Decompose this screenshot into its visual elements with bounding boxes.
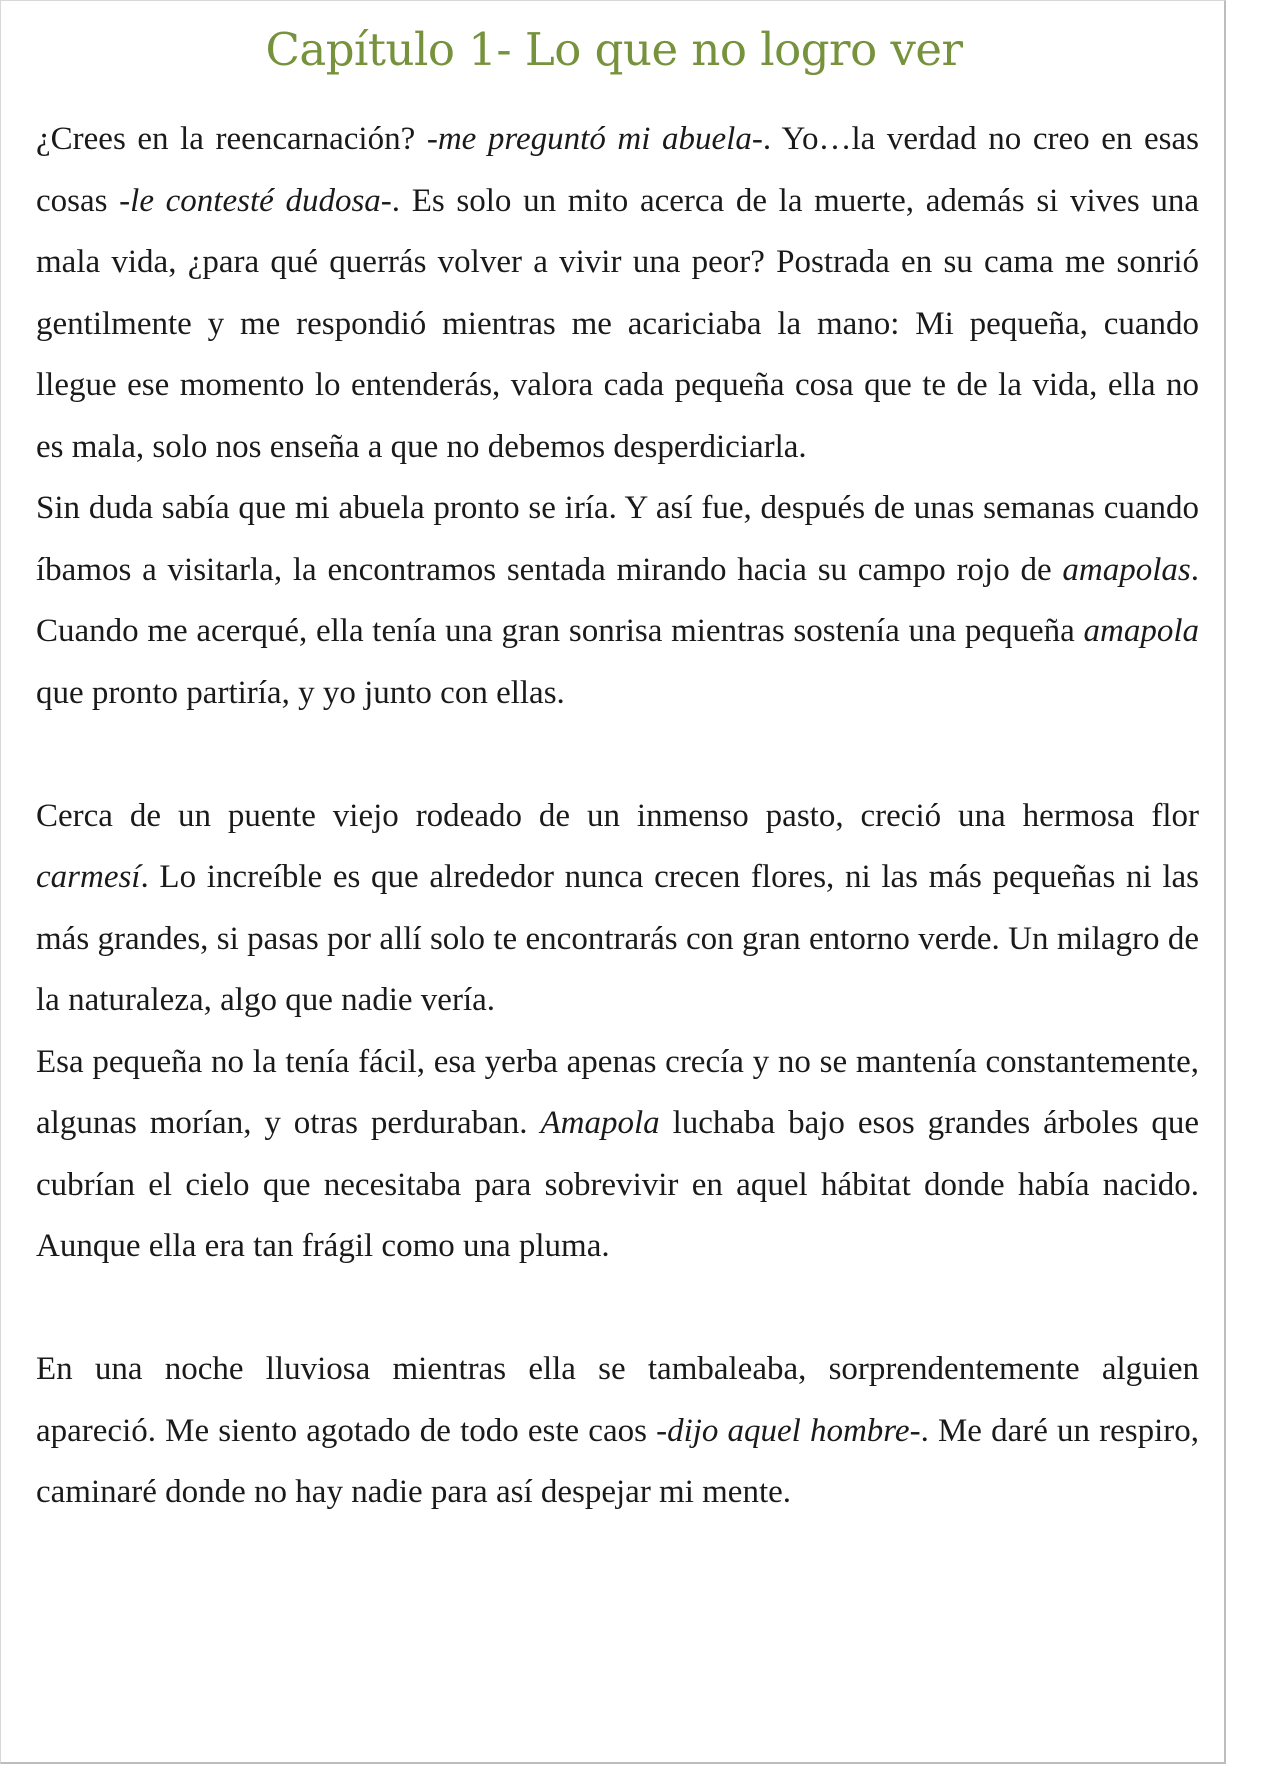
- text-run: ¿Crees en la reencarnación? -: [36, 121, 438, 157]
- paragraph-4: [36, 1032, 1199, 1278]
- paragraph-3: [36, 786, 1199, 1032]
- text-run: . Lo increíble es que alrededor nunca crecen flores, ni las más pequeñas ni las más grandes, si pasas por allí solo te encontrarás con gran entorno verde. Un milagro de la naturaleza, algo que nadie vería.: [36, 859, 1199, 1018]
- paragraph-2: [36, 478, 1199, 724]
- italic-run: le contesté dudosa: [130, 182, 381, 219]
- italic-run: dijo aquel hombre: [667, 1412, 910, 1449]
- paragraph-5: [36, 1339, 1199, 1524]
- text-run: que pronto partiría, y yo junto con ellas.: [36, 674, 565, 711]
- text-run: -. Me daré un respiro, caminaré donde no hay nadie para así despejar mi mente.: [36, 1412, 1199, 1510]
- text-run: Sin duda sabía que mi abuela pronto se iría. Y así fue, después de unas semanas cuando íbamos a visitarla, la encontramos sentada mirando hacia su campo rojo de: [36, 490, 1199, 588]
- italic-run: carmesí: [36, 859, 141, 895]
- text-run: Cerca de un puente viejo rodeado de un inmenso pasto, creció una hermosa flor: [36, 797, 1199, 834]
- text-run: -. Yo…la verdad no creo en esas cosas -: [36, 121, 1199, 219]
- text-run: En una noche lluviosa mientras ella se tambaleaba, sorprendentemente alguien apareció. Me siento agotado de todo este caos -: [36, 1351, 1199, 1449]
- italic-run: Amapola: [540, 1105, 660, 1141]
- italic-run: me preguntó mi abuela: [437, 121, 752, 157]
- text-run: . Cuando me acerqué, ella tenía una gran sonrisa mientras sostenía una pequeña: [36, 551, 1199, 649]
- italic-run: amapolas: [1062, 551, 1191, 588]
- italic-run: amapola: [1083, 613, 1199, 649]
- chapter-body: [36, 109, 1199, 1524]
- paragraph-1: [36, 109, 1199, 478]
- chapter-title: Capítulo 1- Lo que no logro ver: [265, 23, 963, 76]
- text-run: luchaba bajo esos grandes árboles que cubrían el cielo que necesitaba para sobrevivir en aquel hábitat donde había nacido. Aunque ella era tan frágil como una pluma.: [36, 1105, 1199, 1264]
- text-run: -. Es solo un mito acerca de la muerte, además si vives una mala vida, ¿para qué querrás volver a vivir una peor? Postrada en su cama me sonrió gentilmente y me respondió mientras me acariciaba la mano: Mi pequeña, cuando llegue ese momento lo entenderás, valora cada pequeña cosa que te de la vida, ella no es mala, solo nos enseña a que no debemos desperdiciarla.: [36, 182, 1200, 465]
- text-run: Esa pequeña no la tenía fácil, esa yerba apenas crecía y no se mantenía constantemente, algunas morían, y otras perduraban.: [36, 1043, 1199, 1141]
